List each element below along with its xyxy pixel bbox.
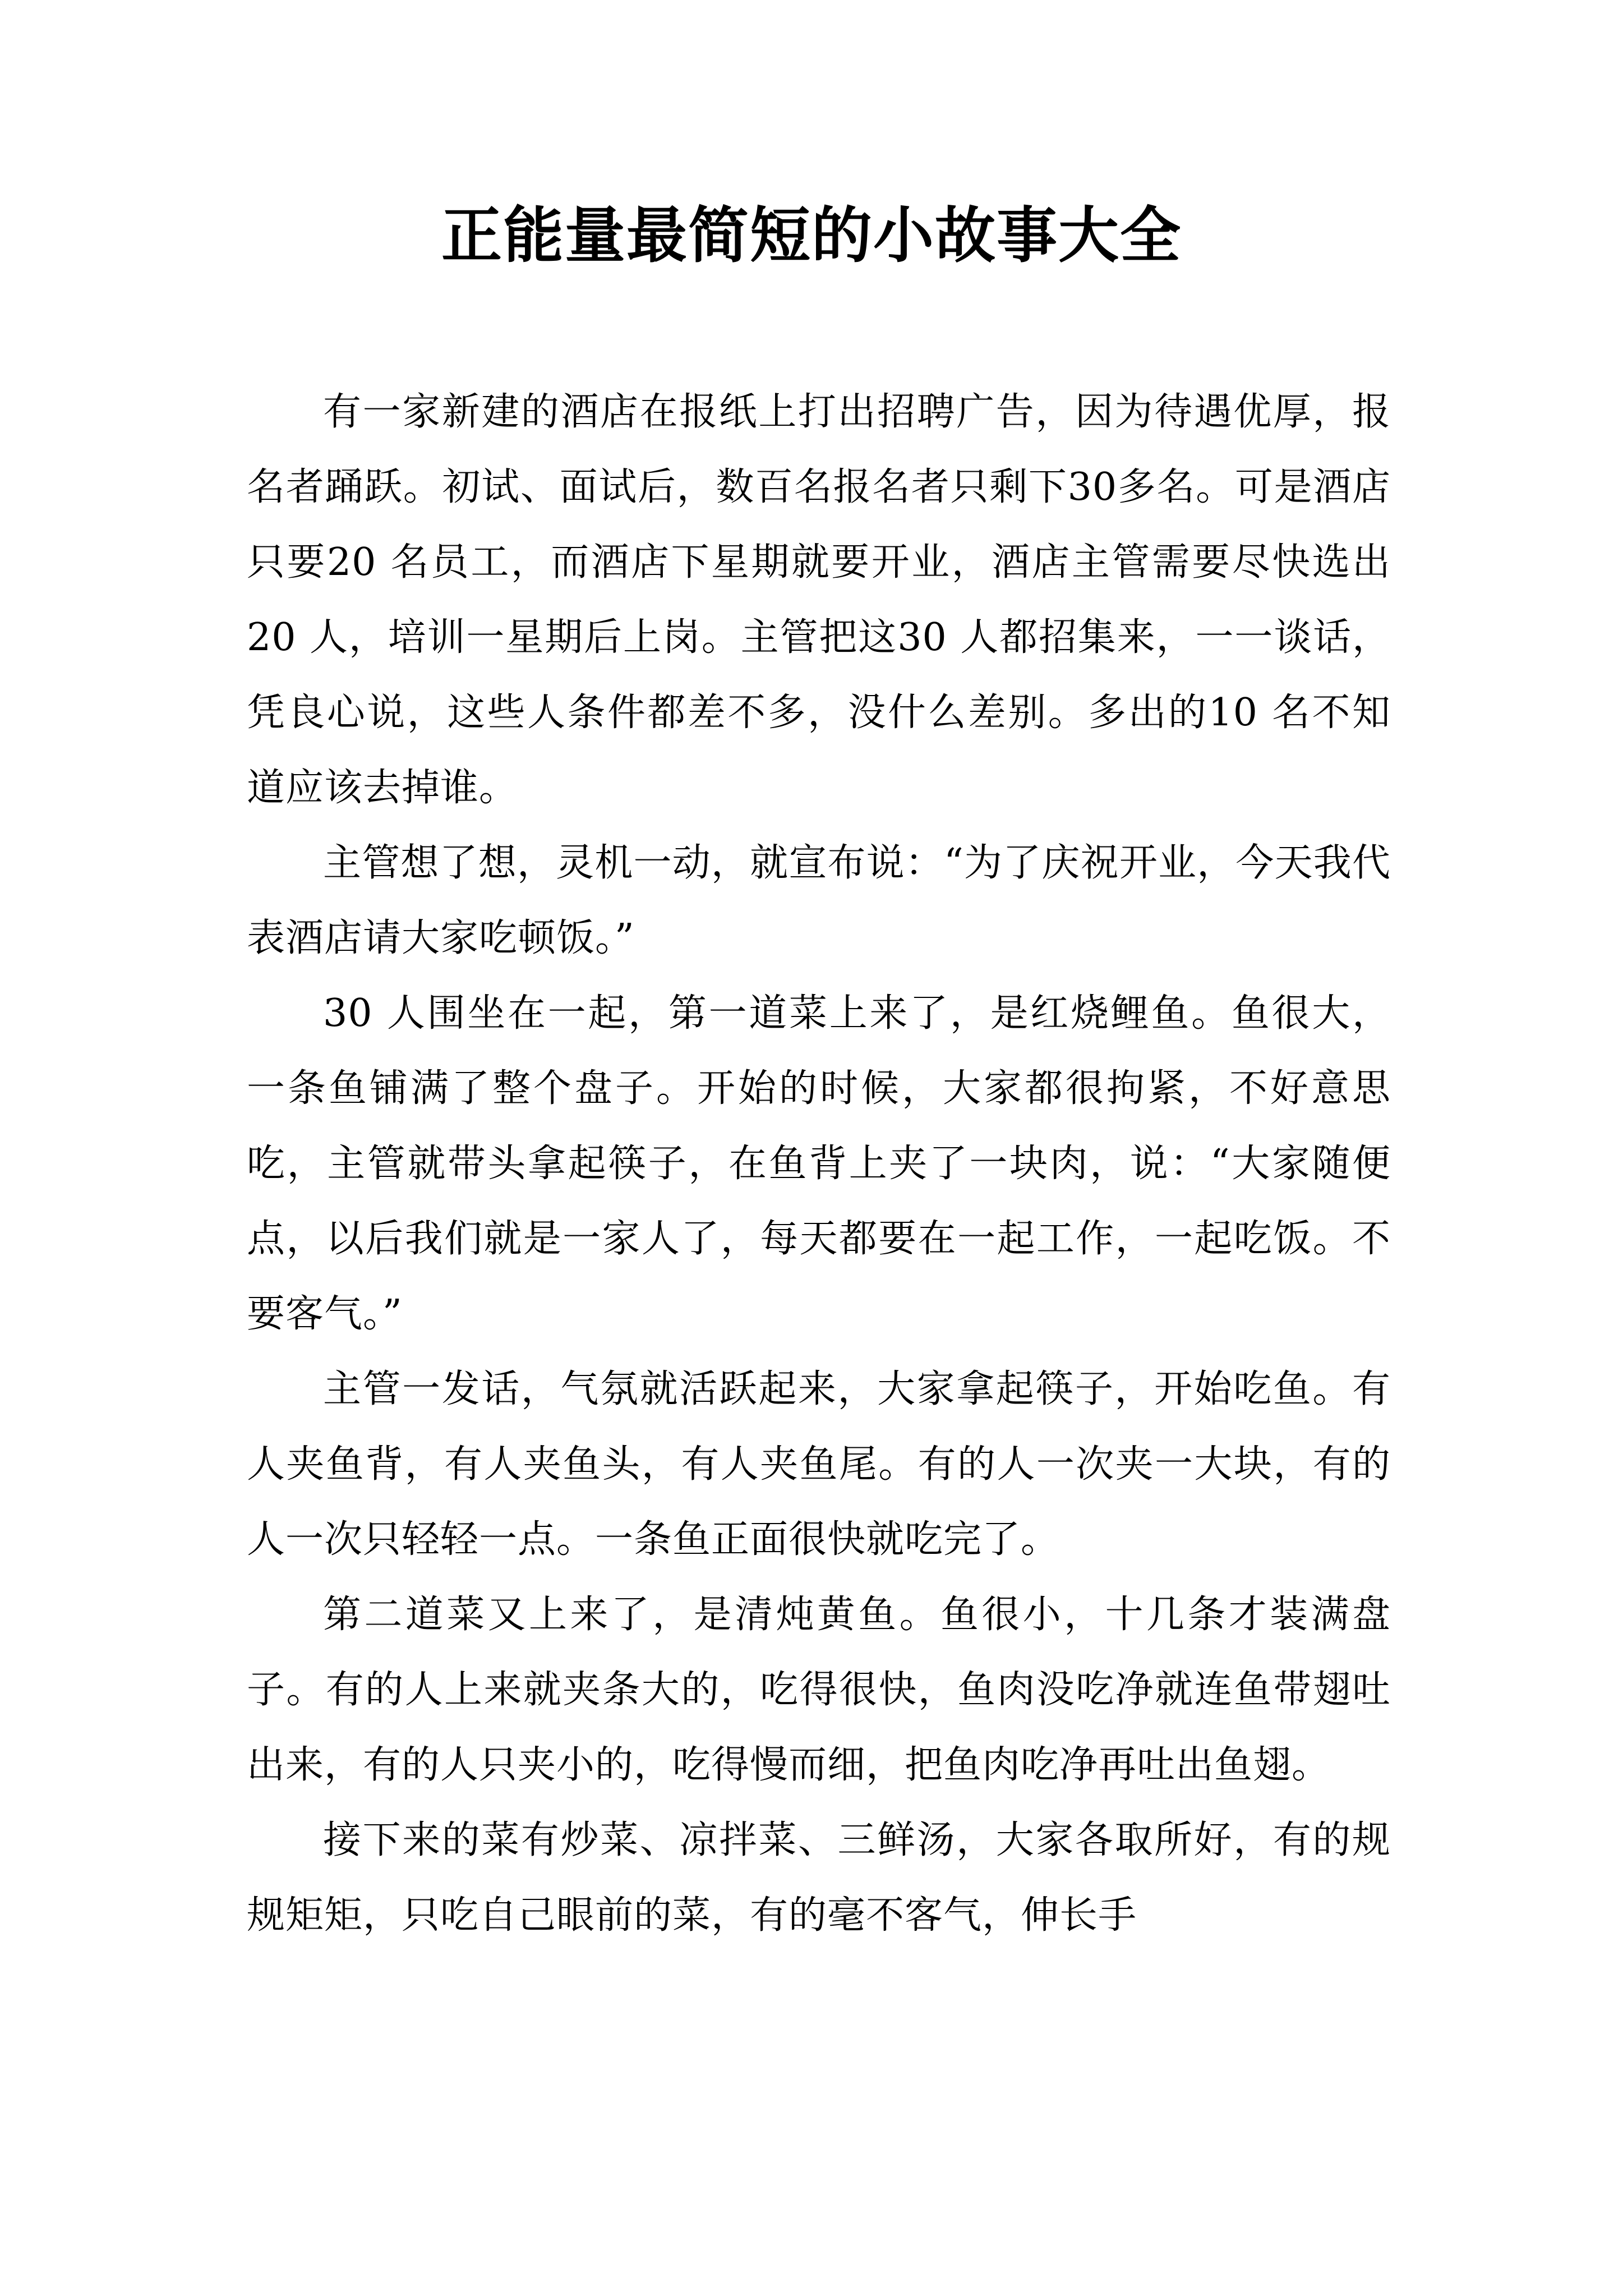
paragraph-1: 有一家新建的酒店在报纸上打出招聘广告，因为待遇优厚，报名者踊跃。初试、面试后，数百名报名者只剩下30多名。可是酒店只要20 名员工，而酒店下星期就要开业，酒店主管需要尽快选出20 人，培训一星期后上岗。主管把这30 人都招集来，一一谈话，凭良心说，这些人条件都差不多，没什么差别。多出的10 名不知道应该去掉谁。 xyxy=(247,390,1391,810)
document-title: 正能量最简短的小故事大全 xyxy=(441,200,1182,271)
paragraph-5: 第二道菜又上来了，是清炖黄鱼。鱼很小，十几条才装满盘子。有的人上来就夹条大的，吃得很快，鱼肉没吃净就连鱼带翅吐出来，有的人只夹小的，吃得慢而细，把鱼肉吃净再吐出鱼翅。 xyxy=(247,1593,1391,1787)
paragraph-2: 主管想了想，灵机一动，就宣布说：“为了庆祝开业，今天我代表酒店请大家吃顿饭。” xyxy=(247,841,1391,960)
paragraph-3: 30 人围坐在一起，第一道菜上来了，是红烧鲤鱼。鱼很大，一条鱼铺满了整个盘子。开始的时候，大家都很拘紧，不好意思吃，主管就带头拿起筷子，在鱼背上夹了一块肉，说：“大家随便点，以后我们就是一家人了，每天都要在一起工作，一起吃饭。不要客气。” xyxy=(247,991,1391,1336)
paragraph-4: 主管一发话，气氛就活跃起来，大家拿起筷子，开始吃鱼。有人夹鱼背，有人夹鱼头，有人夹鱼尾。有的人一次夹一大块，有的人一次只轻轻一点。一条鱼正面很快就吃完了。 xyxy=(247,1367,1391,1562)
document-body xyxy=(247,375,1391,1953)
paragraph-6: 接下来的菜有炒菜、凉拌菜、三鲜汤，大家各取所好，有的规规矩矩，只吃自己眼前的菜，有的毫不客气，伸长手 xyxy=(247,1818,1391,1938)
